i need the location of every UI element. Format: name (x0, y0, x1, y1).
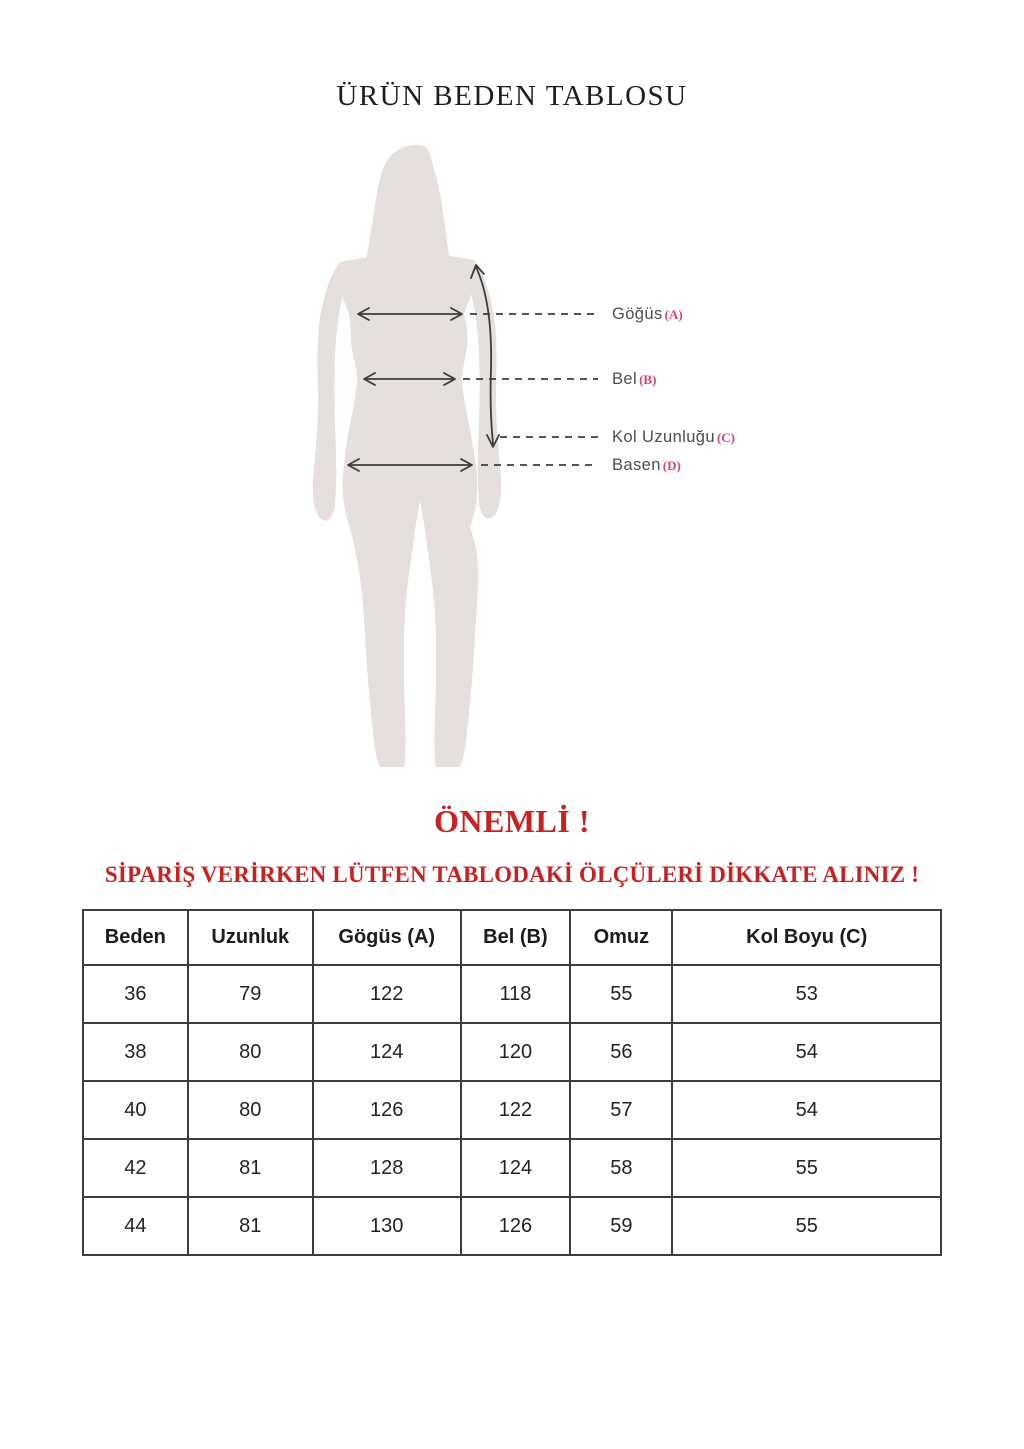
table-cell: 55 (672, 1197, 941, 1255)
table-cell: 79 (188, 965, 313, 1023)
table-cell: 122 (461, 1081, 571, 1139)
measure-label-code: (D) (662, 458, 681, 473)
measure-label-waist (612, 368, 656, 390)
table-cell: 59 (570, 1197, 672, 1255)
size-table (82, 909, 942, 1256)
measure-label-text: Kol Uzunluğu (612, 428, 715, 446)
measure-label-hip (612, 454, 681, 476)
body-silhouette-figure (0, 130, 1024, 790)
measure-label-code: (C) (716, 430, 735, 445)
size-table-header-row (83, 910, 941, 965)
measure-label-text: Basen (612, 456, 661, 474)
table-cell: 44 (83, 1197, 188, 1255)
size-table-body (83, 965, 941, 1255)
table-cell: 118 (461, 965, 571, 1023)
table-cell: 124 (313, 1023, 461, 1081)
table-cell: 128 (313, 1139, 461, 1197)
table-cell: 55 (570, 965, 672, 1023)
table-cell: 54 (672, 1023, 941, 1081)
col-header-beden: Beden (83, 910, 188, 965)
col-header-gogus: Gögüs (A) (313, 910, 461, 965)
table-row (83, 965, 941, 1023)
table-cell: 58 (570, 1139, 672, 1197)
female-body-silhouette (313, 145, 501, 767)
table-row (83, 1081, 941, 1139)
col-header-uzunluk: Uzunluk (188, 910, 313, 965)
table-cell: 80 (188, 1081, 313, 1139)
table-cell: 55 (672, 1139, 941, 1197)
measure-label-text: Göğüs (612, 305, 663, 323)
warning-text: SİPARİŞ VERİRKEN LÜTFEN TABLODAKİ ÖLÇÜLERİ DİKKATE ALINIZ ! (104, 862, 920, 887)
table-row (83, 1139, 941, 1197)
table-cell: 54 (672, 1081, 941, 1139)
table-cell: 56 (570, 1023, 672, 1081)
table-cell: 38 (83, 1023, 188, 1081)
table-cell: 81 (188, 1197, 313, 1255)
col-header-bel: Bel (B) (461, 910, 571, 965)
table-cell: 81 (188, 1139, 313, 1197)
table-cell: 57 (570, 1081, 672, 1139)
table-cell: 36 (83, 965, 188, 1023)
table-cell: 122 (313, 965, 461, 1023)
table-cell: 42 (83, 1139, 188, 1197)
table-cell: 80 (188, 1023, 313, 1081)
table-row (83, 1197, 941, 1255)
col-header-omuz: Omuz (570, 910, 672, 965)
table-cell: 120 (461, 1023, 571, 1081)
table-cell: 130 (313, 1197, 461, 1255)
table-row (83, 1023, 941, 1081)
col-header-kol-boyu: Kol Boyu (C) (672, 910, 941, 965)
measure-label-code: (B) (639, 372, 657, 387)
table-cell: 126 (461, 1197, 571, 1255)
measure-label-code: (A) (664, 307, 683, 322)
measure-label-text: Bel (612, 370, 638, 388)
measure-label-arm-length (612, 426, 735, 448)
table-cell: 124 (461, 1139, 571, 1197)
important-heading: ÖNEMLİ ! (434, 803, 590, 839)
measure-label-chest (612, 303, 683, 325)
table-cell: 40 (83, 1081, 188, 1139)
page-title: ÜRÜN BEDEN TABLOSU (336, 80, 688, 112)
table-cell: 126 (313, 1081, 461, 1139)
table-cell: 53 (672, 965, 941, 1023)
